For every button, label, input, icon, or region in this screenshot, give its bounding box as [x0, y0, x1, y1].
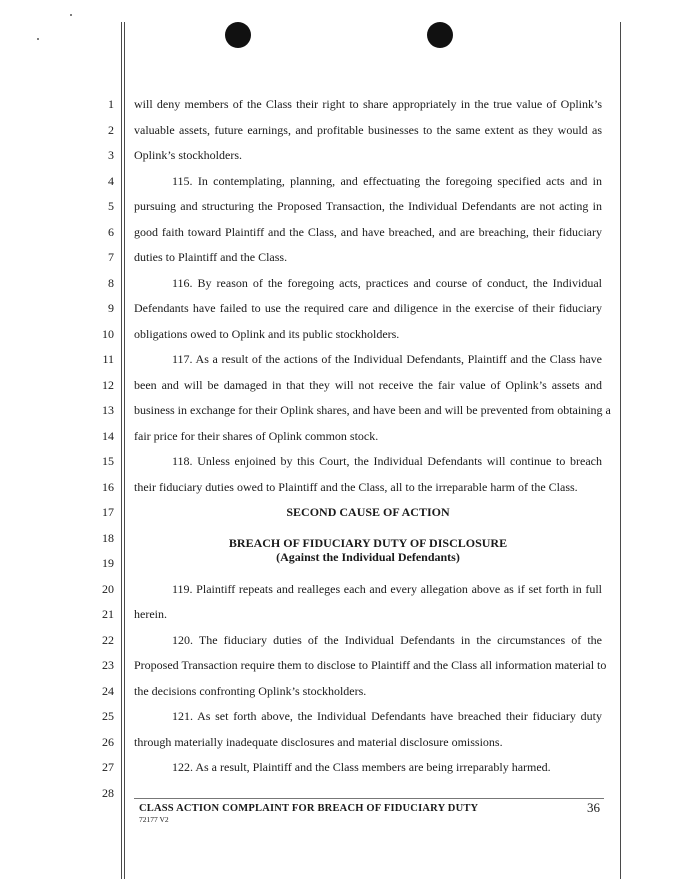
line-number: 7 [108, 250, 114, 264]
right-margin-rule [620, 22, 621, 879]
line-number: 20 [102, 582, 114, 596]
paragraph-121-start: 121. As set forth above, the Individual Defendants have breached their fiduciary duty [172, 709, 602, 723]
line-number: 17 [102, 505, 114, 519]
footer-document-title: CLASS ACTION COMPLAINT FOR BREACH OF FIDUCIARY DUTY [139, 803, 479, 814]
page-number: 36 [587, 800, 600, 815]
section-subheading-parties: (Against the Individual Defendants) [276, 550, 460, 564]
binder-hole-left [225, 22, 251, 48]
body-text-line: Proposed Transaction require them to disclose to Plaintiff and the Class all information material to [134, 658, 607, 672]
line-number: 23 [102, 658, 114, 672]
paragraph-117-start: 117. As a result of the actions of the Individual Defendants, Plaintiff and the Class have [172, 352, 602, 366]
line-number: 14 [102, 429, 114, 443]
line-number: 4 [108, 174, 114, 188]
body-text-line: their fiduciary duties owed to Plaintiff and the Class, all to the irreparable harm of the Class. [134, 480, 578, 494]
body-text-line: obligations owed to Oplink and its public stockholders. [134, 327, 400, 341]
body-text-line: through materially inadequate disclosures and material disclosure omissions. [134, 735, 503, 749]
body-text-line: been and will be damaged in that they will not receive the fair value of Oplink’s assets and [134, 378, 602, 392]
line-number: 16 [102, 480, 114, 494]
line-number: 10 [102, 327, 114, 341]
line-number: 19 [102, 556, 114, 570]
section-subheading: BREACH OF FIDUCIARY DUTY OF DISCLOSURE [228, 536, 508, 550]
body-text-line: duties to Plaintiff and the Class. [134, 250, 288, 264]
body-text-line: valuable assets, future earnings, and profitable businesses to the same extent as they would as [134, 123, 602, 137]
line-number: 21 [102, 607, 114, 621]
left-margin-rule-inner [124, 22, 125, 879]
body-text-line: Defendants have failed to use the required care and diligence in the exercise of their fiduciary [134, 301, 602, 315]
line-number: 25 [102, 709, 114, 723]
paragraph-122-start: 122. As a result, Plaintiff and the Class members are being irreparably harmed. [172, 760, 551, 774]
body-text-line: fair price for their shares of Oplink common stock. [134, 429, 379, 443]
line-number: 3 [108, 148, 114, 162]
line-number: 11 [102, 352, 114, 366]
body-text-line: business in exchange for their Oplink shares, and have been and will be prevented from obtaining a [134, 403, 611, 417]
line-number: 24 [102, 684, 114, 698]
line-number: 12 [102, 378, 114, 392]
paragraph-120-start: 120. The fiduciary duties of the Individual Defendants in the circumstances of the [172, 633, 602, 647]
line-number: 1 [108, 97, 114, 111]
line-number: 27 [102, 760, 114, 774]
line-number: 8 [108, 276, 114, 290]
body-text-line: the decisions confronting Oplink’s stockholders. [134, 684, 367, 698]
scan-speck [70, 14, 72, 16]
left-margin-rule [121, 22, 122, 879]
paragraph-115-start: 115. In contemplating, planning, and effectuating the foregoing specified acts and in [172, 174, 602, 188]
line-number: 2 [108, 123, 114, 137]
paragraph-119-start: 119. Plaintiff repeats and realleges each and every allegation above as if set forth in full [172, 582, 602, 596]
footer-rule [134, 798, 604, 799]
line-number: 26 [102, 735, 114, 749]
scan-speck [37, 38, 39, 40]
line-number: 6 [108, 225, 114, 239]
body-text-line: will deny members of the Class their right to share appropriately in the true value of Oplink’s [134, 97, 602, 111]
section-heading: SECOND CAUSE OF ACTION [286, 505, 450, 519]
body-text-line: Oplink’s stockholders. [134, 148, 242, 162]
line-number: 18 [102, 531, 114, 545]
body-text-line: herein. [134, 607, 167, 621]
paragraph-118-start: 118. Unless enjoined by this Court, the Individual Defendants will continue to breach [172, 454, 602, 468]
line-number: 13 [102, 403, 114, 417]
line-number: 15 [102, 454, 114, 468]
body-text-line: pursuing and structuring the Proposed Transaction, the Individual Defendants are not acting in [134, 199, 602, 213]
footer-document-id: 72177 V2 [139, 815, 169, 824]
paragraph-116-start: 116. By reason of the foregoing acts, practices and course of conduct, the Individual [172, 276, 602, 290]
line-number: 28 [102, 786, 114, 800]
line-number: 9 [108, 301, 114, 315]
line-number: 22 [102, 633, 114, 647]
body-text-line: good faith toward Plaintiff and the Class, and have breached, and are breaching, their fiduciary [134, 225, 602, 239]
binder-hole-right [427, 22, 453, 48]
line-number: 5 [108, 199, 114, 213]
